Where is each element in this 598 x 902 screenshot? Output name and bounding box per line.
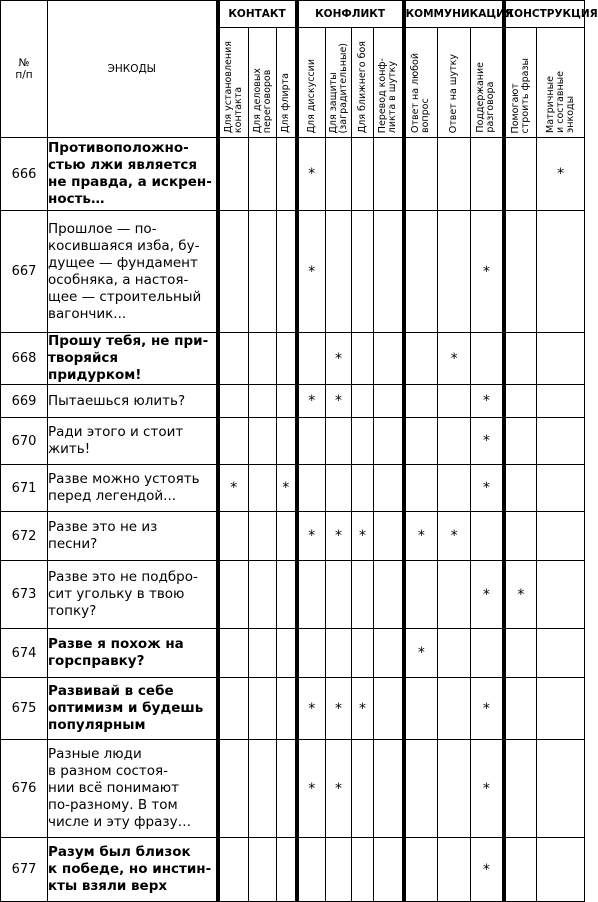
empty-cell [297, 838, 326, 902]
empty-cell [438, 418, 471, 465]
column-header-keep-conversation [471, 28, 504, 138]
empty-cell [537, 561, 585, 629]
empty-cell [537, 385, 585, 418]
table-row [1, 385, 585, 418]
empty-cell [352, 418, 374, 465]
encode-text: Разве это не подбро- сит угольку в твою топку? [48, 561, 218, 629]
empty-cell [438, 740, 471, 838]
empty-cell [404, 740, 438, 838]
empty-cell [438, 678, 471, 740]
empty-cell [277, 138, 297, 211]
empty-cell [218, 629, 249, 678]
empty-cell [352, 385, 374, 418]
empty-cell [249, 512, 277, 561]
empty-cell [249, 385, 277, 418]
column-header-encodes: ЭНКОДЫ [48, 1, 218, 138]
empty-cell [249, 740, 277, 838]
row-number: 666 [1, 138, 48, 211]
empty-cell [504, 740, 537, 838]
empty-cell [218, 678, 249, 740]
asterisk-mark: * [438, 512, 471, 561]
column-header-label: Ответ на шутку [448, 53, 460, 133]
empty-cell [504, 512, 537, 561]
table-row [1, 629, 585, 678]
row-number: 670 [1, 418, 48, 465]
empty-cell [404, 838, 438, 902]
empty-cell [374, 333, 404, 385]
column-header-build-phrases [504, 28, 537, 138]
empty-cell [218, 838, 249, 902]
asterisk-mark: * [537, 138, 585, 211]
empty-cell [326, 561, 352, 629]
table-row [1, 333, 585, 385]
column-header-label: Перевод конф- ликта в шутку [376, 57, 398, 133]
asterisk-mark: * [352, 678, 374, 740]
asterisk-mark: * [297, 138, 326, 211]
asterisk-mark: * [297, 385, 326, 418]
empty-cell [277, 512, 297, 561]
asterisk-mark: * [326, 740, 352, 838]
empty-cell [352, 740, 374, 838]
column-header-flirt [277, 28, 297, 138]
encode-text: Противоположно- стью лжи является не правда, а искрен- ность… [48, 138, 218, 211]
empty-cell [277, 385, 297, 418]
row-number: 676 [1, 740, 48, 838]
empty-cell [218, 138, 249, 211]
empty-cell [374, 678, 404, 740]
column-header-conflict-to-joke [374, 28, 404, 138]
asterisk-mark: * [404, 512, 438, 561]
empty-cell [504, 138, 537, 211]
empty-cell [504, 333, 537, 385]
empty-cell [404, 333, 438, 385]
column-header-answer-any-question [404, 28, 438, 138]
empty-cell [537, 678, 585, 740]
table-row [1, 211, 585, 333]
empty-cell [504, 838, 537, 902]
asterisk-mark: * [471, 211, 504, 333]
empty-cell [404, 418, 438, 465]
asterisk-mark: * [438, 333, 471, 385]
empty-cell [277, 333, 297, 385]
row-number: 675 [1, 678, 48, 740]
asterisk-mark: * [218, 465, 249, 512]
empty-cell [249, 465, 277, 512]
empty-cell [404, 465, 438, 512]
asterisk-mark: * [471, 418, 504, 465]
encode-text: Разве я похож на горсправку? [48, 629, 218, 678]
empty-cell [277, 561, 297, 629]
empty-cell [404, 385, 438, 418]
asterisk-mark: * [326, 333, 352, 385]
empty-cell [218, 418, 249, 465]
empty-cell [297, 629, 326, 678]
column-header-label: Для флирта [279, 73, 291, 133]
empty-cell [374, 465, 404, 512]
table-row [1, 678, 585, 740]
empty-cell [374, 418, 404, 465]
empty-cell [504, 211, 537, 333]
empty-cell [218, 333, 249, 385]
table-row [1, 838, 585, 902]
empty-cell [218, 740, 249, 838]
empty-cell [277, 838, 297, 902]
group-header-communication: КОММУНИКАЦИЯ [404, 1, 504, 28]
empty-cell [277, 740, 297, 838]
empty-cell [374, 629, 404, 678]
encode-text: Разные люди в разном состоя- нии всё понимают по-разному. В том числе и эту фразу… [48, 740, 218, 838]
empty-cell [504, 418, 537, 465]
empty-cell [326, 418, 352, 465]
column-header-label: Для деловых переговоров [251, 67, 273, 133]
empty-cell [297, 418, 326, 465]
empty-cell [374, 561, 404, 629]
column-header-label: Для установления контакта [222, 40, 244, 133]
asterisk-mark: * [297, 678, 326, 740]
empty-cell [249, 629, 277, 678]
asterisk-mark: * [326, 678, 352, 740]
table-row [1, 561, 585, 629]
empty-cell [352, 561, 374, 629]
empty-cell [218, 385, 249, 418]
table-row [1, 512, 585, 561]
empty-cell [504, 678, 537, 740]
empty-cell [471, 333, 504, 385]
asterisk-mark: * [297, 740, 326, 838]
empty-cell [404, 678, 438, 740]
asterisk-mark: * [471, 561, 504, 629]
empty-cell [352, 211, 374, 333]
encode-text: Прошлое — по- косившаяся изба, бу- дущее — фундамент особняка, а настоя- щее — строительный вагончик... [48, 211, 218, 333]
encode-text: Развивай в себе оптимизм и будешь популярным [48, 678, 218, 740]
column-header-label: Ответ на любой вопрос [410, 53, 432, 133]
encode-text: Разве это не из песни? [48, 512, 218, 561]
empty-cell [537, 418, 585, 465]
empty-cell [218, 211, 249, 333]
empty-cell [374, 138, 404, 211]
empty-cell [249, 561, 277, 629]
empty-cell [352, 138, 374, 211]
empty-cell [297, 561, 326, 629]
asterisk-mark: * [504, 561, 537, 629]
empty-cell [326, 138, 352, 211]
asterisk-mark: * [352, 512, 374, 561]
empty-cell [438, 465, 471, 512]
empty-cell [352, 465, 374, 512]
empty-cell [438, 138, 471, 211]
encode-text: Разум был близок к победе, но инстин- кты взяли верх [48, 838, 218, 902]
column-header-business-talks [249, 28, 277, 138]
encode-text: Пытаешься юлить? [48, 385, 218, 418]
empty-cell [404, 138, 438, 211]
empty-cell [438, 211, 471, 333]
empty-cell [326, 838, 352, 902]
column-header-matrix-composite [537, 28, 585, 138]
empty-cell [471, 629, 504, 678]
empty-cell [471, 512, 504, 561]
asterisk-mark: * [471, 838, 504, 902]
empty-cell [326, 211, 352, 333]
empty-cell [504, 465, 537, 512]
row-number: 673 [1, 561, 48, 629]
asterisk-mark: * [326, 385, 352, 418]
header-group-row [1, 1, 585, 28]
row-number: 677 [1, 838, 48, 902]
empty-cell [404, 211, 438, 333]
column-header-number: № п/п [1, 1, 48, 138]
empty-cell [277, 418, 297, 465]
asterisk-mark: * [471, 678, 504, 740]
empty-cell [218, 561, 249, 629]
asterisk-mark: * [277, 465, 297, 512]
row-number: 671 [1, 465, 48, 512]
empty-cell [249, 418, 277, 465]
asterisk-mark: * [326, 512, 352, 561]
empty-cell [471, 138, 504, 211]
asterisk-mark: * [297, 211, 326, 333]
empty-cell [249, 211, 277, 333]
table-row [1, 740, 585, 838]
asterisk-mark: * [471, 465, 504, 512]
empty-cell [374, 211, 404, 333]
empty-cell [438, 385, 471, 418]
row-number: 669 [1, 385, 48, 418]
column-header-label: Помогают строить фразы [509, 57, 531, 133]
asterisk-mark: * [471, 740, 504, 838]
empty-cell [249, 838, 277, 902]
empty-cell [438, 561, 471, 629]
column-header-label: Матричные и составные энкоды [544, 71, 576, 133]
empty-cell [277, 211, 297, 333]
group-header-conflict: КОНФЛИКТ [297, 1, 404, 28]
group-header-contact: КОНТАКТ [218, 1, 297, 28]
empty-cell [504, 629, 537, 678]
empty-cell [537, 512, 585, 561]
row-number: 674 [1, 629, 48, 678]
asterisk-mark: * [471, 385, 504, 418]
empty-cell [537, 629, 585, 678]
table-row [1, 138, 585, 211]
empty-cell [277, 629, 297, 678]
empty-cell [404, 561, 438, 629]
encode-text: Разве можно устоять перед легендой... [48, 465, 218, 512]
empty-cell [374, 740, 404, 838]
empty-cell [249, 333, 277, 385]
empty-cell [297, 333, 326, 385]
column-header-answer-joke [438, 28, 471, 138]
column-header-discussion [297, 28, 326, 138]
empty-cell [352, 629, 374, 678]
empty-cell [326, 629, 352, 678]
empty-cell [352, 838, 374, 902]
column-header-label: Для защиты (заградительные) [327, 42, 349, 133]
encode-text: Прошу тебя, не при- творяйся придурком! [48, 333, 218, 385]
column-header-contact-establish [218, 28, 249, 138]
empty-cell [218, 512, 249, 561]
empty-cell [326, 465, 352, 512]
column-header-defense [326, 28, 352, 138]
empty-cell [277, 678, 297, 740]
asterisk-mark: * [404, 629, 438, 678]
empty-cell [537, 211, 585, 333]
row-number: 667 [1, 211, 48, 333]
empty-cell [504, 385, 537, 418]
asterisk-mark: * [297, 512, 326, 561]
column-header-close-combat [352, 28, 374, 138]
empty-cell [537, 740, 585, 838]
encode-text: Ради этого и стоит жить! [48, 418, 218, 465]
empty-cell [352, 333, 374, 385]
empty-cell [297, 465, 326, 512]
empty-cell [537, 333, 585, 385]
empty-cell [438, 838, 471, 902]
empty-cell [537, 838, 585, 902]
empty-cell [374, 512, 404, 561]
empty-cell [374, 838, 404, 902]
table-row [1, 465, 585, 512]
group-header-construction: КОНСТРУКЦИЯ [504, 1, 585, 28]
table-row [1, 418, 585, 465]
column-header-label: Поддержание разговора [475, 62, 497, 133]
empty-cell [249, 138, 277, 211]
empty-cell [438, 629, 471, 678]
empty-cell [537, 465, 585, 512]
row-number: 668 [1, 333, 48, 385]
empty-cell [249, 678, 277, 740]
column-header-label: Для дискуссии [305, 58, 317, 133]
column-header-label: Для ближнего боя [356, 40, 368, 133]
empty-cell [374, 385, 404, 418]
row-number: 672 [1, 512, 48, 561]
